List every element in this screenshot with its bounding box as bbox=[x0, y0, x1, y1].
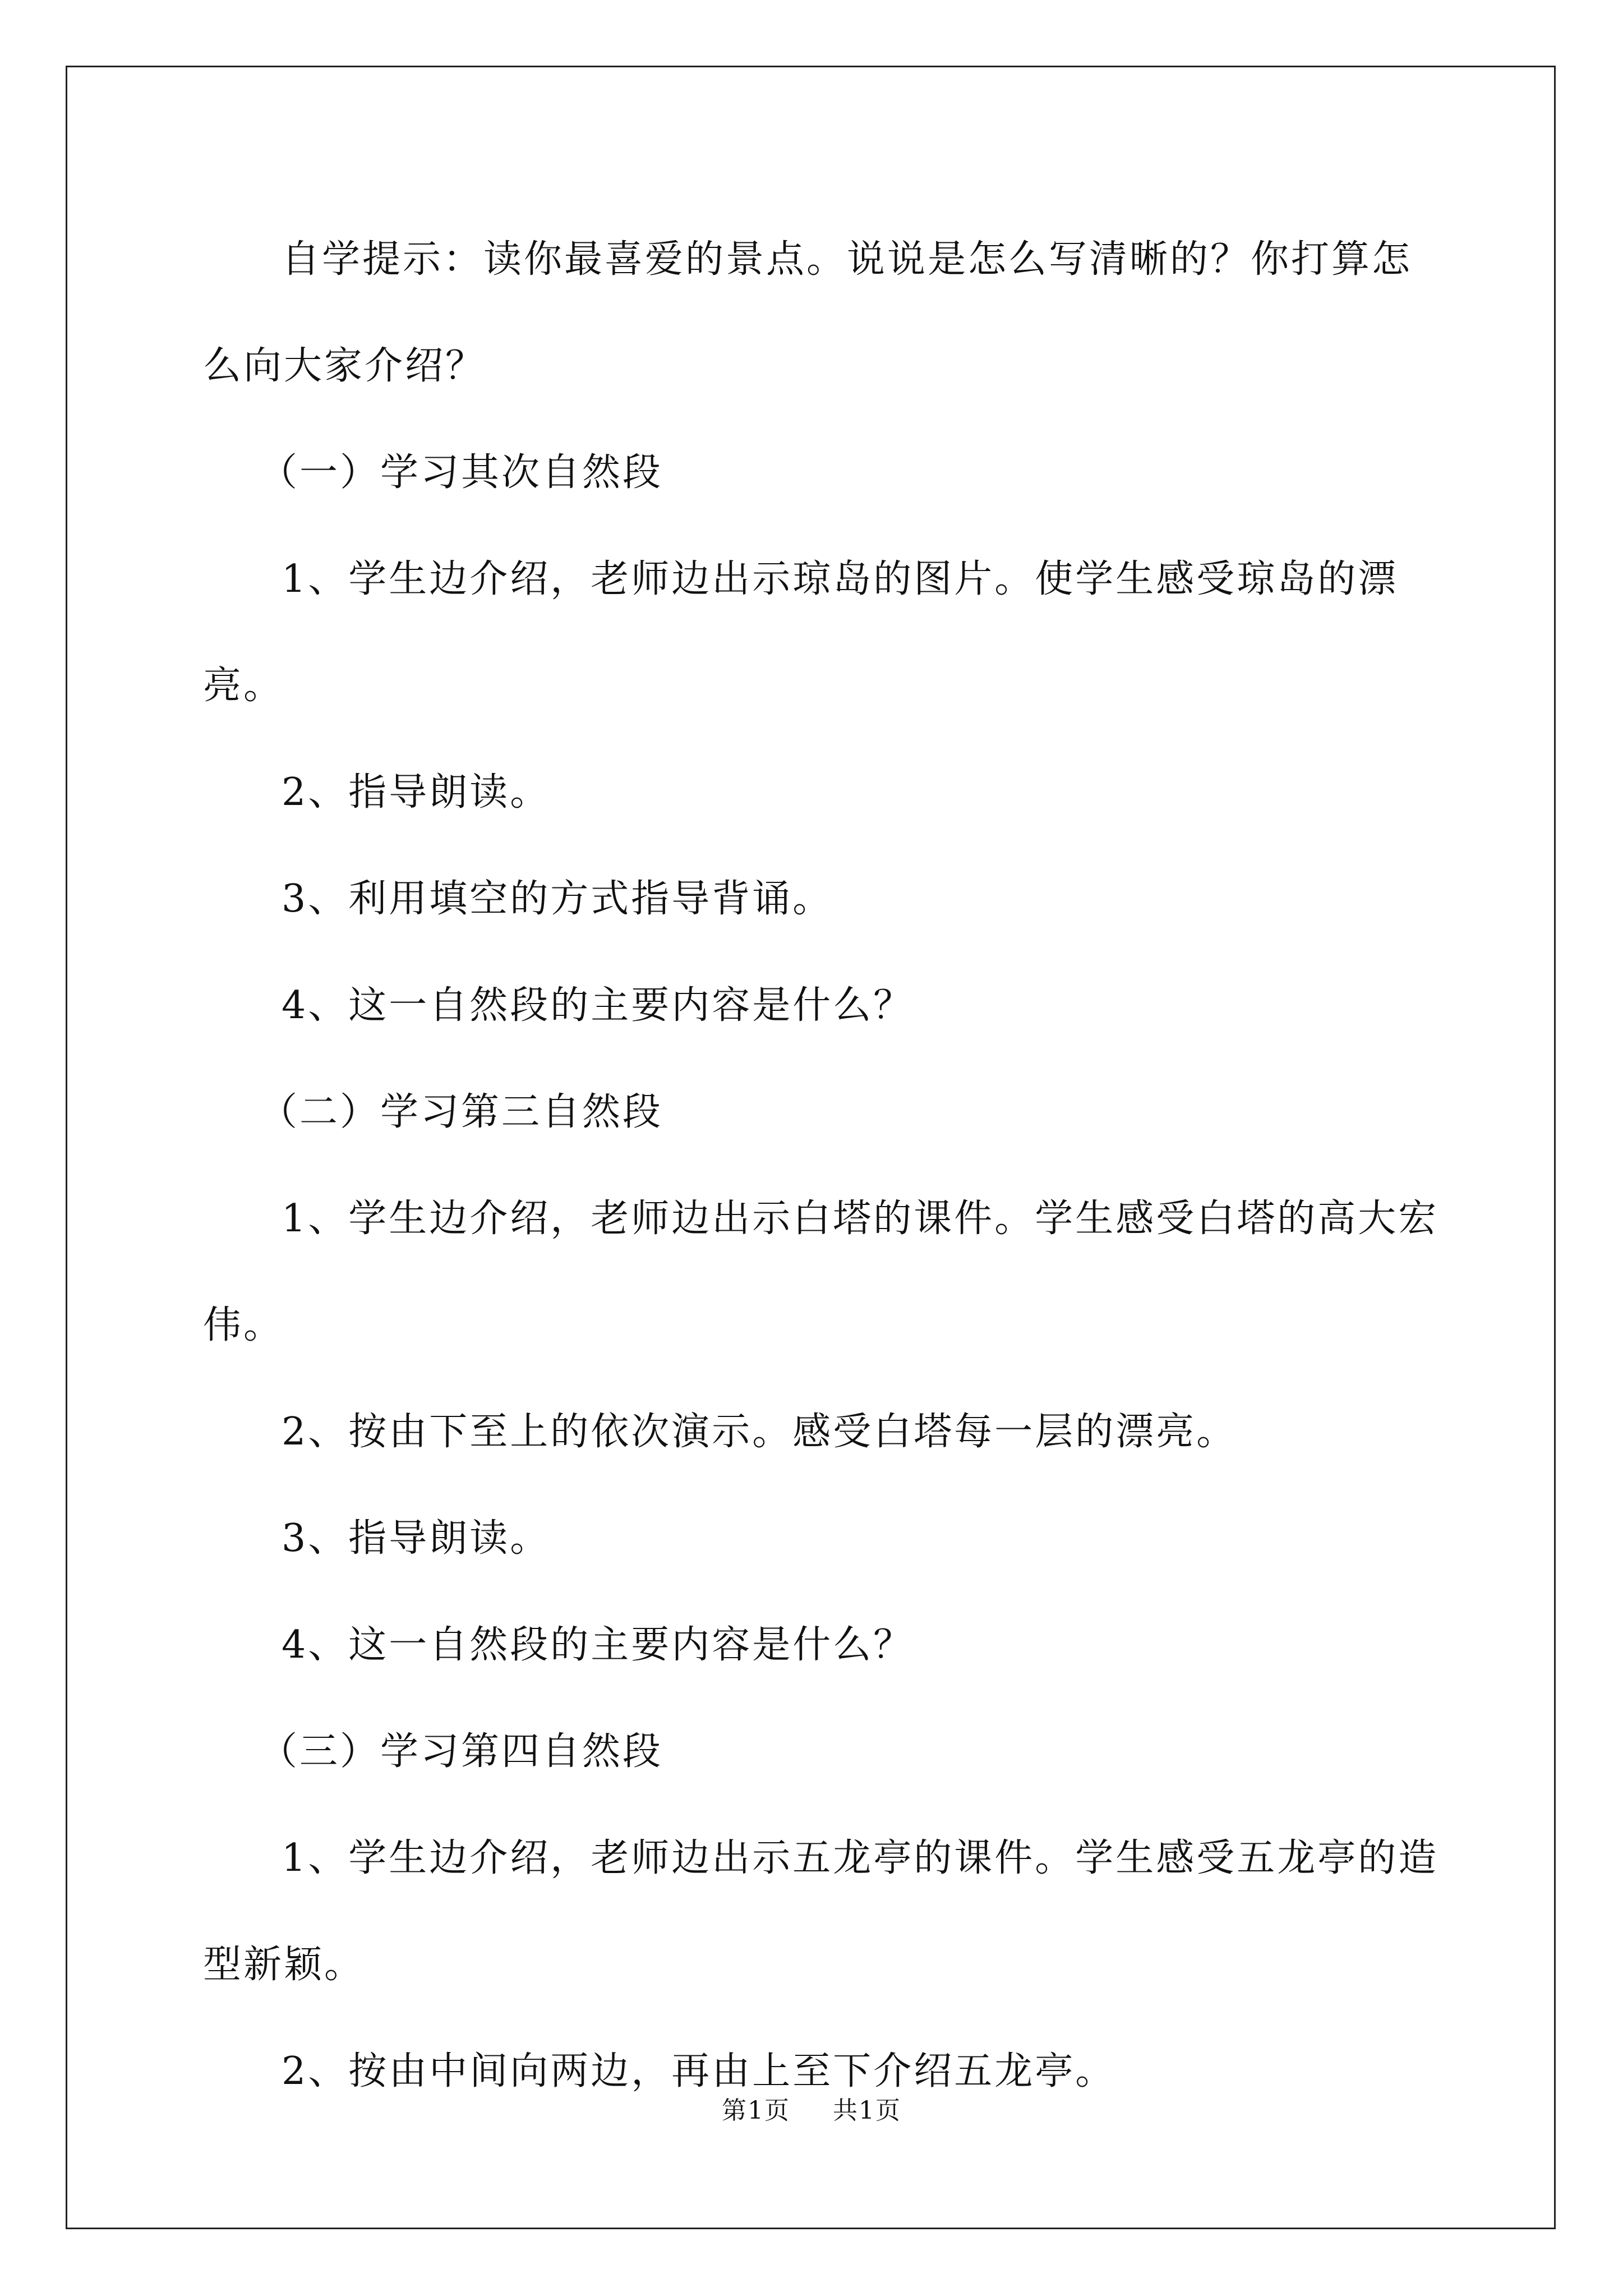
list-item: 4、这一自然段的主要内容是什么？ bbox=[282, 1623, 914, 1667]
paragraph-self-study-tip: 自学提示：读你最喜爱的景点。说说是怎么写清晰的？你打算怎么向大家介绍？ bbox=[203, 237, 1413, 388]
section-heading-3: （三）学习第四自然段 bbox=[259, 1729, 663, 1774]
list-item: 1、学生边介绍，老师边出示五龙亭的课件。学生感受五龙亭的造型新颖。 bbox=[203, 1836, 1439, 1987]
section-heading-2: （二）学习第三自然段 bbox=[259, 1090, 663, 1134]
page-footer bbox=[0, 2094, 1623, 2128]
section-heading-1: （一）学习其次自然段 bbox=[259, 450, 663, 495]
list-item: 2、按由下至上的依次演示。感受白塔每一层的漂亮。 bbox=[282, 1410, 1237, 1454]
list-item: 2、按由中间向两边，再由上至下介绍五龙亭。 bbox=[282, 2049, 1116, 2093]
list-item: 3、利用填空的方式指导背诵。 bbox=[282, 877, 833, 921]
list-item: 4、这一自然段的主要内容是什么？ bbox=[282, 983, 914, 1028]
list-item: 1、学生边介绍，老师边出示白塔的课件。学生感受白塔的高大宏伟。 bbox=[203, 1197, 1439, 1347]
list-item: 1、学生边介绍，老师边出示琼岛的图片。使学生感受琼岛的漂亮。 bbox=[203, 557, 1399, 708]
document-body bbox=[203, 206, 1442, 2125]
list-item: 3、指导朗读。 bbox=[282, 1516, 551, 1561]
page-number: 第1页 bbox=[722, 2096, 790, 2125]
page-total: 共1页 bbox=[833, 2096, 901, 2125]
list-item: 2、指导朗读。 bbox=[282, 770, 551, 815]
